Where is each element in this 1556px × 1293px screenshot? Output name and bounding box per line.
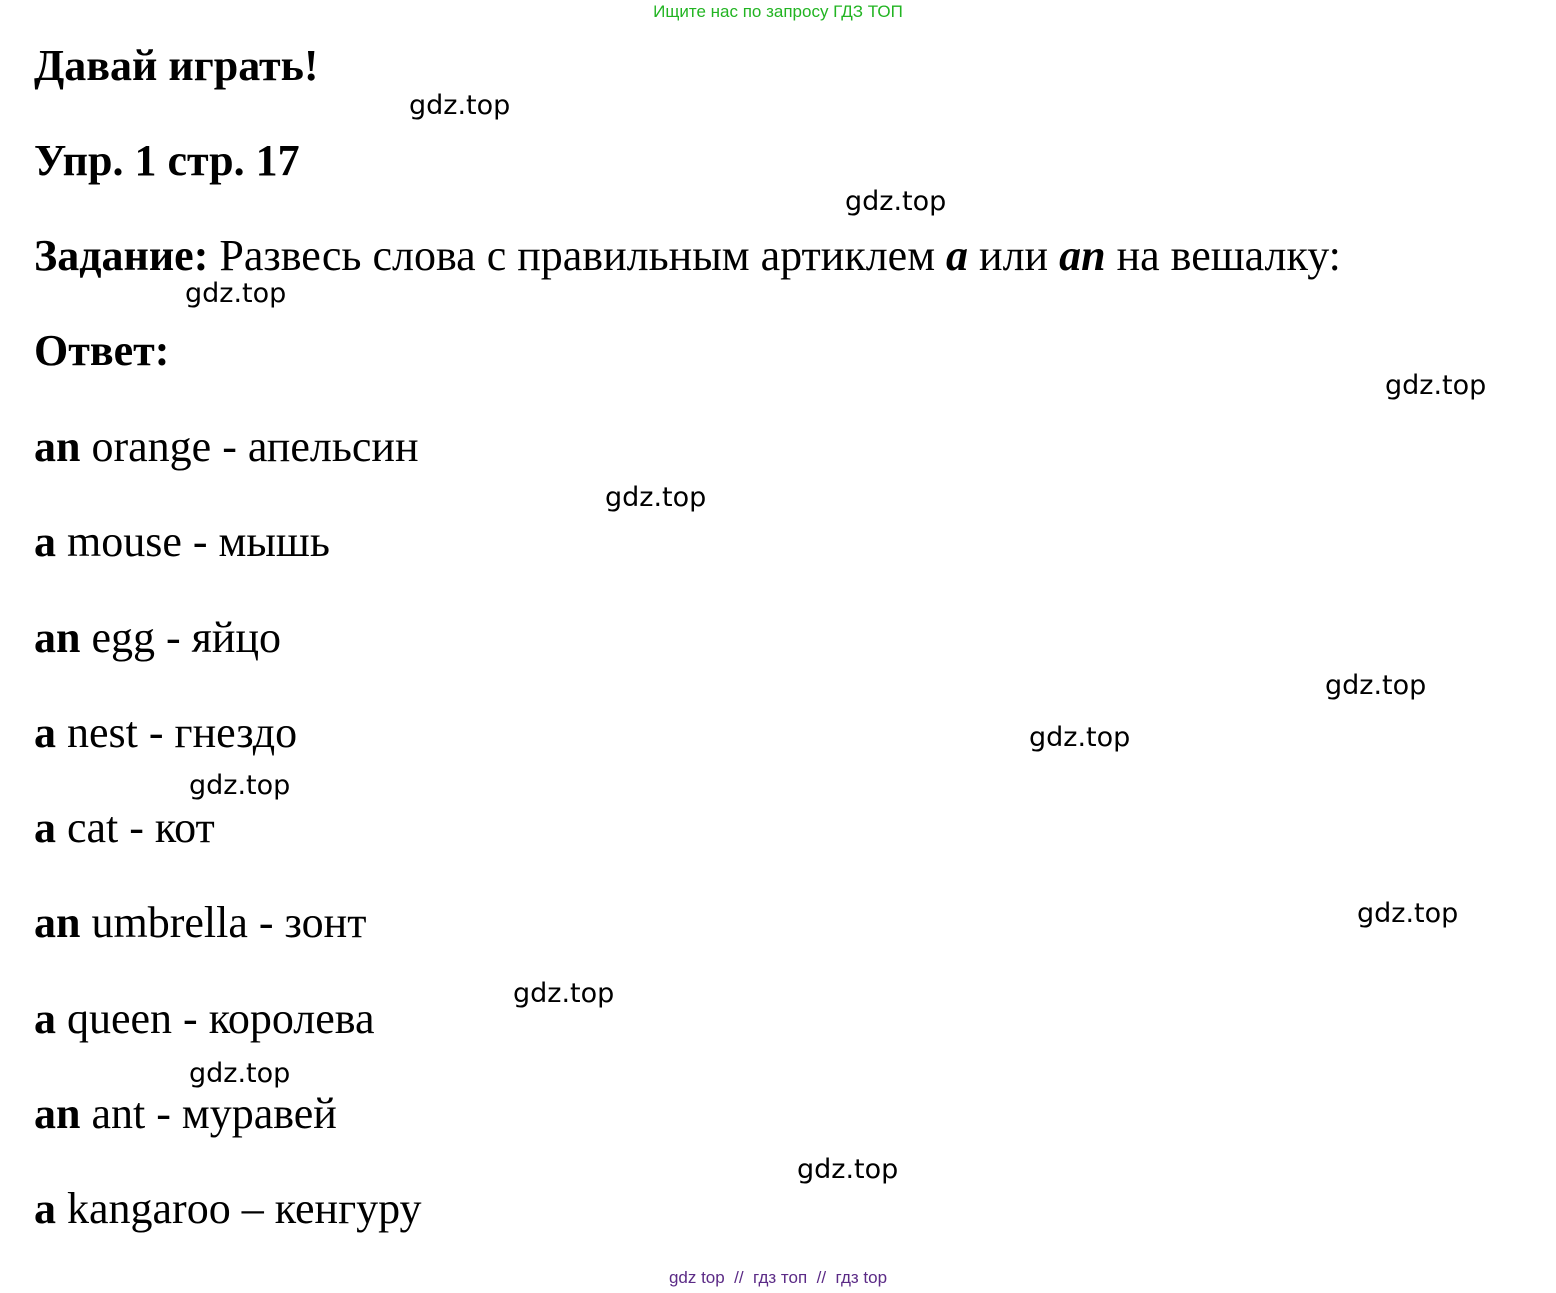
exercise-heading: Упр. 1 стр. 17 xyxy=(34,136,300,185)
answer-row xyxy=(34,802,215,854)
answer-row xyxy=(34,421,419,473)
answer-label: Ответ: xyxy=(34,326,170,375)
answer-article: a xyxy=(34,994,56,1043)
answer-word: cat - кот xyxy=(56,803,215,852)
answer-row xyxy=(34,993,374,1045)
answer-word: ant - муравей xyxy=(80,1089,337,1138)
watermark: gdz.top xyxy=(409,90,511,121)
answer-article: a xyxy=(34,803,56,852)
article-a: a xyxy=(946,231,969,280)
answer-row xyxy=(34,897,366,949)
watermark: gdz.top xyxy=(1385,370,1487,401)
task-text-before: Развесь слова с правильным артиклем xyxy=(208,231,947,280)
article-an: an xyxy=(1059,231,1106,280)
answer-article: a xyxy=(34,708,56,757)
answer-article: a xyxy=(34,517,56,566)
task-label: Задание: xyxy=(34,231,209,280)
watermark: gdz.top xyxy=(513,978,615,1009)
answer-row xyxy=(34,707,297,759)
watermark: gdz.top xyxy=(1357,898,1459,929)
top-banner: Ищите нас по запросу ГДЗ ТОП xyxy=(653,2,903,21)
watermark: gdz.top xyxy=(189,770,291,801)
answer-row xyxy=(34,516,330,568)
watermark: gdz.top xyxy=(1029,722,1131,753)
watermark: gdz.top xyxy=(185,278,287,309)
watermark: gdz.top xyxy=(605,482,707,513)
answer-article: an xyxy=(34,613,81,662)
task-text-after: на вешалку: xyxy=(1105,231,1341,280)
page-title: Давай играть! xyxy=(34,41,319,90)
answer-word: mouse - мышь xyxy=(56,517,330,566)
answer-article: a xyxy=(34,1184,56,1233)
answer-word: umbrella - зонт xyxy=(80,898,367,947)
answer-word: nest - гнездо xyxy=(56,708,298,757)
answer-article: an xyxy=(34,898,81,947)
answer-article: an xyxy=(34,422,81,471)
answer-word: kangaroo – кенгуру xyxy=(56,1184,422,1233)
answer-row xyxy=(34,612,281,664)
watermark: gdz.top xyxy=(189,1058,291,1089)
answer-word: orange - апельсин xyxy=(80,422,419,471)
task-text xyxy=(34,230,1341,282)
task-text-middle: или xyxy=(968,231,1060,280)
watermark: gdz.top xyxy=(797,1154,899,1185)
watermark: gdz.top xyxy=(845,186,947,217)
watermark: gdz.top xyxy=(1325,670,1427,701)
answer-article: an xyxy=(34,1089,81,1138)
answer-word: egg - яйцо xyxy=(80,613,281,662)
answer-word: queen - королева xyxy=(56,994,375,1043)
answer-row xyxy=(34,1183,422,1235)
answer-row xyxy=(34,1088,337,1140)
footer-watermark: gdz top // гдз топ // гдз top xyxy=(668,1268,888,1287)
